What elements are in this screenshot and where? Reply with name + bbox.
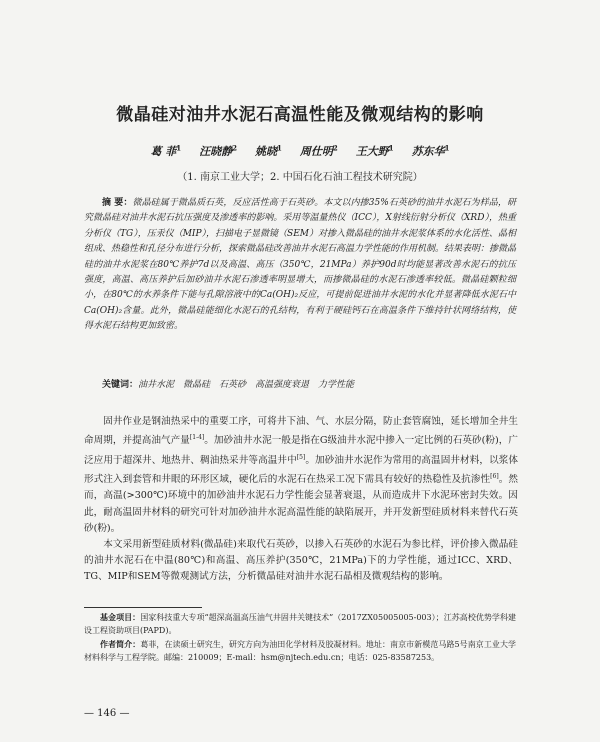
affiliation: （1. 南京工业大学；2. 中国石化石油工程技术研究院）	[177, 172, 423, 183]
author: 姚晓$^1$	[255, 143, 282, 158]
paragraph: 本文采用新型硅质材料(微晶硅)来取代石英砂，以掺入石英砂的水泥石为参比样，评价掺入微晶硅的油井水泥石在中温(80℃)和高温、高压养护(350℃，21MPa)下的力学性能，通过ICC、XRD、TG、MIP和SEM等微观测试方法，分析微晶硅对油井水泥石晶相及微观结构的影响。	[84, 538, 518, 583]
keywords-text: 油井水泥 微晶硅 石英砂 高温强度衰退 力学性能	[138, 380, 355, 390]
author: 汪晓静$^2$	[199, 143, 238, 158]
footnotes	[84, 611, 516, 665]
body-text	[84, 414, 518, 586]
paragraph: 固井作业是钢油热采中的重要工序，可将井下油、气、水层分隔，防止套管腐蚀，延长增加全井生命周期，并提高油气产量[1-4]。加砂油井水泥一般是指在G级油井水泥中掺入一定比例的石英砂(粉)，广泛应用于超深井、地热井、稠油热采井等高温井中[5]。加砂油井水泥作为常用的高温固井材料，以浆体形式注入到套管和井眼的环形区域，硬化后的水泥石在热采工况下需具有较好的热稳性及抗渗性[6]。然而，高温(>300℃)环境中的加砂油井水泥石力学性能会显著衰退，从而造成井下水泥环密封失效。因此，耐高温固井材料的研究可针对加砂油井水泥高温性能的缺陷展开，并开发新型硅质材料来替代石英砂(粉)。	[84, 416, 519, 534]
abstract-label: 摘 要：	[102, 198, 133, 208]
fund-note: 基金项目：国家科技重大专项“超深高温高压油气井固井关键技术”（2017ZX05005005-003）；江苏高校优势学科建设工程资助项目(PAPD)。	[84, 612, 517, 635]
author: 周仕明$^2$	[299, 143, 338, 158]
author: 葛 菲$^1$	[150, 143, 182, 158]
author: 王大野$^1$	[355, 143, 394, 158]
citation: [6]	[490, 472, 499, 480]
abstract-text: 微晶硅属于微晶质石英，反应活性高于石英砂。本文以内掺35%石英砂的油井水泥石为样品，研究微晶硅对油井水泥石抗压强度及渗透率的影响。采用等温量热仪（ICC），X射线衍射分析仪（XRD），热重分析仪（TG），压汞仪（MIP），扫描电子显微镜（SEM）对掺入微晶硅的油井水泥浆体系的水化活性、晶相组成、热稳性和孔径分布进行分析，探索微晶硅改善油井水泥石高温力学性能的作用机制。结果表明：掺微晶硅的油井水泥浆在80℃养护7d以及高温、高压（350℃，21MPa）养护90d时均能显著改善水泥石的抗压强度，高温、高压养护后加砂油井水泥石渗透率明显增大，而掺微晶硅的水泥石渗透率较低。微晶硅颗粒细小，在80℃的水养条件下能与孔隙溶液中的Ca(OH)₂反应，可提前促进油井水泥的水化并显著降低水泥石中Ca(OH)₂含量。此外，微晶硅能细化水泥石的孔结构，有利于硬硅钙石在高温条件下维持针状网络结构，使得水泥石结构更加致密。	[84, 198, 517, 332]
citation: [1-4]	[189, 434, 205, 442]
keywords	[84, 377, 516, 390]
keywords-label: 关键词：	[102, 380, 139, 390]
author-note: 作者简介：葛菲，在读硕士研究生，研究方向为油田化学材料及胶凝材料。地址：南京市新模范马路5号南京工业大学材料科学与工程学院。邮编：210009；E-mail：hsm@njtech.edu.cn；电话：025-83587253。	[84, 639, 517, 662]
abstract	[84, 196, 516, 335]
author: 苏东华$^1$	[411, 143, 450, 158]
page-number: — 146 —	[84, 708, 130, 719]
author-list	[90, 143, 510, 159]
footnote-divider	[84, 607, 202, 608]
paper-title: 微晶硅对油井水泥石高温性能及微观结构的影响	[116, 105, 484, 125]
citation: [5]	[296, 453, 306, 461]
